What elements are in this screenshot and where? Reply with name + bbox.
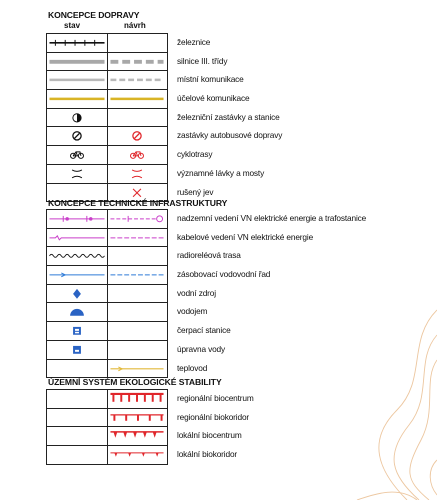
road-class3-existing-symbol	[47, 53, 108, 71]
railway-existing-symbol	[47, 34, 108, 52]
bus-stop-proposed-icon	[108, 127, 166, 145]
legend-label: teplovod	[177, 362, 208, 373]
legend-label: vodojem	[177, 306, 208, 317]
legend-table-ecological	[46, 389, 254, 465]
legend-row-local-biocentre	[47, 427, 242, 446]
legend-row-railway	[47, 34, 211, 53]
bicycle-proposed-icon	[108, 146, 166, 164]
water-main-proposed-symbol	[108, 266, 166, 284]
legend-row-purpose-road	[47, 90, 250, 109]
cable-power-existing-symbol	[47, 229, 108, 247]
legend-label: kabelové vedení VN elektrické energie	[177, 231, 314, 242]
legend-label: radioreléová trasa	[177, 250, 241, 261]
water-source-icon	[47, 285, 108, 303]
legend-label: nadzemní vedení VN elektrické energie a trafostanice	[177, 213, 367, 223]
local-biocorridor-symbol	[108, 446, 166, 464]
regional-biocorridor-symbol	[108, 409, 166, 427]
legend-label: zastávky autobusové dopravy	[177, 130, 283, 141]
heat-pipe-proposed-symbol	[108, 360, 166, 378]
cable-power-proposed-symbol	[108, 229, 166, 247]
purpose-road-proposed-symbol	[108, 90, 166, 108]
bicycle-existing-icon	[47, 146, 108, 164]
legend-row-local-biocorridor	[47, 446, 238, 464]
legend-row-overhead-power	[47, 210, 367, 229]
legend-row-cable-power	[47, 229, 314, 248]
legend-row-bridges	[47, 165, 265, 184]
legend-row-water-treatment	[47, 341, 226, 360]
pump-station-icon	[47, 322, 108, 340]
legend-label: regionální biocentrum	[177, 393, 254, 403]
legend-label: úpravna vody	[177, 343, 226, 354]
legend-label: železniční zastávky a stanice	[177, 111, 280, 122]
road-class3-proposed-symbol	[108, 53, 166, 71]
water-treatment-icon	[47, 341, 108, 359]
legend-row-water-tank	[47, 303, 208, 322]
column-header-navrh: návrh	[124, 21, 146, 30]
bus-stop-existing-icon	[47, 127, 108, 145]
legend-row-water-main	[47, 266, 271, 285]
radio-relay-symbol	[47, 247, 108, 265]
regional-biocentre-symbol	[108, 390, 166, 408]
section-title-transport: KONCEPCE DOPRAVY	[48, 10, 140, 20]
section-title-ecological-stability: ÚZEMNÍ SYSTÉM EKOLOGICKÉ STABILITY	[48, 377, 222, 387]
legend-row-local-road	[47, 71, 244, 90]
column-header-stav: stav	[64, 21, 81, 30]
legend-table-transport	[46, 33, 283, 202]
legend-row-heat-pipe	[47, 360, 208, 378]
bridge-proposed-icon	[108, 165, 166, 183]
overhead-power-proposed-symbol	[108, 210, 166, 228]
legend-row-road-class3	[47, 53, 228, 72]
purpose-road-existing-symbol	[47, 90, 108, 108]
legend-label: místní komunikace	[177, 74, 244, 85]
legend-label: silnice III. třídy	[177, 55, 228, 66]
legend-row-regional-biocentre	[47, 390, 254, 409]
water-tank-icon	[47, 303, 108, 321]
contour-lines-decoration	[287, 300, 437, 500]
legend-row-bus-stop	[47, 127, 283, 146]
local-road-proposed-symbol	[108, 71, 166, 89]
legend-label: vodní zdroj	[177, 287, 216, 298]
legend-row-pump-station	[47, 322, 231, 341]
overhead-power-existing-symbol	[47, 210, 108, 228]
water-main-existing-symbol	[47, 266, 108, 284]
legend-label: lokální biokoridor	[177, 449, 238, 460]
local-road-existing-symbol	[47, 71, 108, 89]
legend-label: rušený jev	[177, 186, 214, 197]
section-title-infrastructure: KONCEPCE TECHNICKÉ INFRASTRUKTURY	[48, 198, 228, 208]
legend-label: cyklotrasy	[177, 149, 213, 160]
local-biocentre-symbol	[108, 427, 166, 445]
legend-row-cycle	[47, 146, 213, 165]
rail-stop-icon	[47, 109, 108, 127]
legend-label: účelové komunikace	[177, 93, 250, 104]
legend-label: lokální biocentrum	[177, 430, 242, 441]
legend-row-rail-stop	[47, 109, 280, 128]
legend-row-regional-biocorridor	[47, 409, 250, 428]
legend-label: regionální biokoridor	[177, 411, 250, 422]
legend-row-radio-relay	[47, 247, 241, 266]
legend-label: zásobovací vodovodní řad	[177, 269, 271, 280]
legend-label: železnice	[177, 37, 211, 47]
legend-label: čerpací stanice	[177, 325, 231, 336]
legend-table-infrastructure	[46, 209, 367, 378]
bridge-existing-icon	[47, 165, 108, 183]
legend-label: významné lávky a mosty	[177, 167, 265, 178]
legend-row-water-source	[47, 285, 216, 304]
